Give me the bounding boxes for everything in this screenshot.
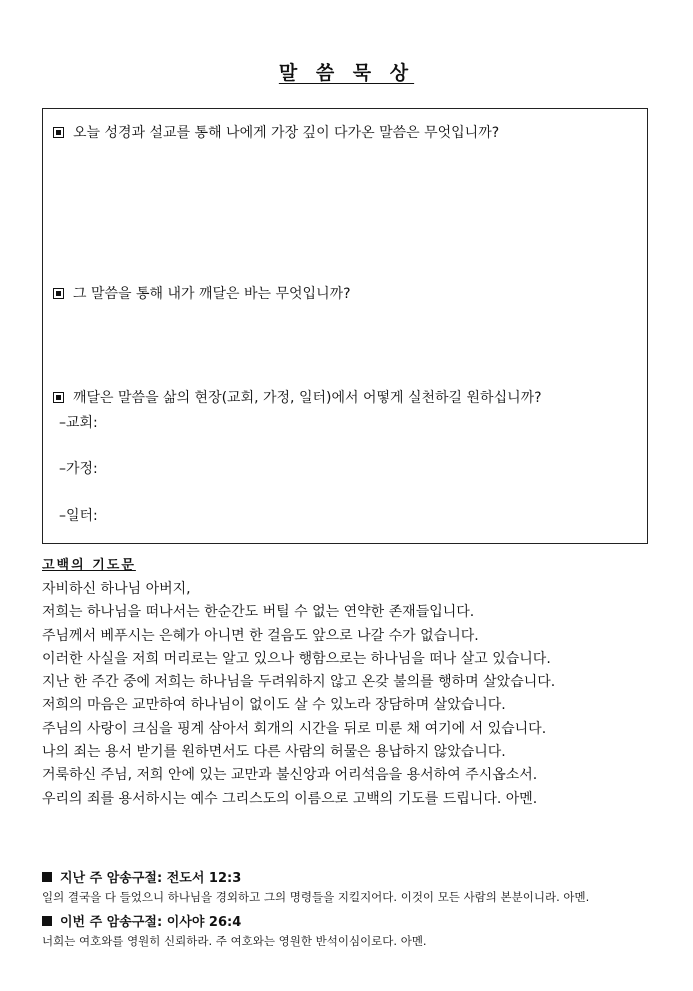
checkbox-square-icon	[53, 288, 64, 299]
question-3: 깨달은 말씀을 삶의 현장(교회, 가정, 일터)에서 어떻게 실천하길 원하십니까?	[53, 387, 542, 407]
prayer-line: 지난 한 주간 중에 저희는 하나님을 두려워하지 않고 온갖 불의를 행하며 살았습니다.	[42, 674, 556, 691]
prayer-line: 자비하신 하나님 아버지,	[42, 581, 191, 597]
checkbox-square-icon	[53, 127, 64, 138]
question-1: 오늘 성경과 설교를 통해 나에게 가장 깊이 다가온 말씀은 무엇입니까?	[53, 122, 499, 142]
prayer-line: 나의 죄는 용서 받기를 원하면서도 다른 사람의 허물은 용납하지 않았습니다.	[42, 744, 506, 761]
question-2: 그 말씀을 통해 내가 깨달은 바는 무엇입니까?	[53, 283, 351, 303]
prayer-line: 거룩하신 주님, 저희 안에 있는 교만과 불신앙과 어리석음을 용서하여 주시옵소서.	[42, 767, 538, 784]
prayer-title: 고백의 기도문	[42, 558, 136, 573]
square-bullet-icon	[42, 872, 52, 882]
prayer-line: 우리의 죄를 용서하시는 예수 그리스도의 이름으로 고백의 기도를 드립니다. 아멘.	[42, 790, 538, 807]
this-week-verse-heading: 이번 주 암송구절: 이사야 26:4	[42, 911, 241, 930]
meditation-box	[42, 108, 648, 544]
sub-work: –일터:	[59, 508, 98, 524]
sub-home: –가정:	[59, 461, 98, 477]
prayer-line: 주님의 사랑이 크심을 핑계 삼아서 회개의 시간을 뒤로 미룬 채 여기에 서 있습니다.	[42, 720, 547, 737]
last-week-verse-text: 일의 결국을 다 들었으니 하나님을 경외하고 그의 명령들을 지킬지어다. 이것이 모든 사람의 본분이니라. 아멘.	[42, 890, 590, 904]
prayer-text	[42, 578, 555, 811]
prayer-line: 주님께서 베푸시는 은혜가 아니면 한 걸음도 앞으로 나갈 수가 없습니다.	[42, 627, 479, 644]
checkbox-square-icon	[53, 392, 64, 403]
sub-church: –교회:	[59, 415, 98, 431]
page-title: 말 씀 묵 상	[278, 62, 415, 84]
prayer-line: 이러한 사실을 저희 머리로는 알고 있으나 행함으로는 하나님을 떠나 살고 있습니다.	[42, 650, 551, 667]
square-bullet-icon	[42, 916, 52, 926]
last-week-verse-heading: 지난 주 암송구절: 전도서 12:3	[42, 867, 241, 886]
prayer-line: 저희는 하나님을 떠나서는 한순간도 버틸 수 없는 연약한 존재들입니다.	[42, 604, 475, 621]
this-week-verse-text: 너희는 여호와를 영원히 신뢰하라. 주 여호와는 영원한 반석이심이로다. 아멘.	[42, 934, 427, 948]
prayer-line: 저희의 마음은 교만하여 하나님이 없이도 살 수 있노라 장담하며 살았습니다.	[42, 697, 506, 714]
